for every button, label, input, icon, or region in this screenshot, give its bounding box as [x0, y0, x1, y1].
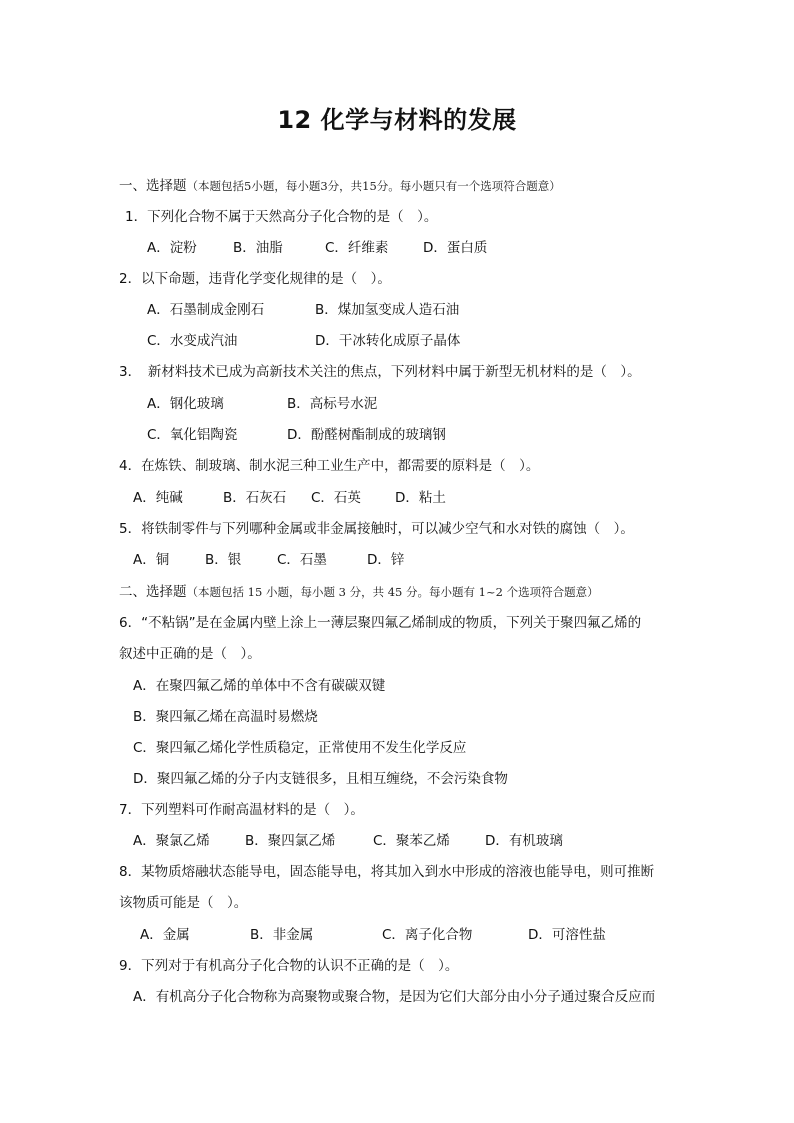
option-c: C．石英	[311, 490, 361, 506]
option-a: A．钢化玻璃	[147, 396, 224, 412]
section-heading-2	[119, 582, 599, 602]
question-6-option-a: A．在聚四氟乙烯的单体中不含有碳碳双键	[133, 678, 386, 694]
option-c: C．氧化铝陶瓷	[147, 427, 238, 443]
question-4-stem: 4．在炼铁、制玻璃、制水泥三种工业生产中，都需要的原料是（ ）。	[119, 458, 540, 474]
question-7-stem: 7．下列塑料可作耐高温材料的是（ ）。	[119, 802, 364, 818]
page-title: 12 化学与材料的发展	[277, 106, 517, 134]
question-3-stem: 3． 新材料技术已成为高新技术关注的焦点，下列材料中属于新型无机材料的是（ ）。	[119, 364, 641, 380]
option-a: A．纯碱	[133, 490, 183, 506]
question-9-option-a: A．有机高分子化合物称为高聚物或聚合物，是因为它们大部分由小分子通过聚合反应而	[133, 989, 656, 1005]
option-b: B．石灰石	[223, 490, 287, 506]
option-c: C．离子化合物	[382, 927, 473, 943]
option-b: B．银	[205, 552, 242, 568]
option-c: C．纤维素	[325, 240, 389, 256]
question-9-stem: 9．下列对于有机高分子化合物的认识不正确的是（ ）。	[119, 958, 459, 974]
section-label: 二、选择题	[119, 584, 187, 600]
option-c: C．水变成汽油	[147, 333, 238, 349]
option-b: B．油脂	[233, 240, 283, 256]
question-5-stem: 5．将铁制零件与下列哪种金属或非金属接触时，可以减少空气和水对铁的腐蚀（ ）。	[119, 521, 634, 537]
option-d: D．粘土	[395, 490, 446, 506]
option-d: D．干冰转化成原子晶体	[315, 333, 461, 349]
option-a: A．铜	[133, 552, 170, 568]
option-b: B．高标号水泥	[287, 396, 378, 412]
question-6-option-b: B．聚四氟乙烯在高温时易燃烧	[133, 709, 318, 725]
question-2-stem: 2．以下命题，违背化学变化规律的是（ ）。	[119, 271, 391, 287]
section-label: 一、选择题	[119, 178, 187, 194]
question-1-stem: 1．下列化合物不属于天然高分子化合物的是（ ）。	[125, 209, 438, 225]
option-b: B．非金属	[250, 927, 314, 943]
option-d: D．酚醛树酯制成的玻璃钢	[287, 427, 446, 443]
option-a: A．聚氯乙烯	[133, 833, 210, 849]
option-c: C．石墨	[277, 552, 327, 568]
question-6-option-c: C．聚四氟乙烯化学性质稳定，正常使用不发生化学反应	[133, 740, 467, 756]
question-6-stem-line1: 6．“不粘锅”是在金属内壁上涂上一薄层聚四氟乙烯制成的物质，下列关于聚四氟乙烯的	[119, 615, 642, 631]
question-6-stem-line2: 叙述中正确的是（ ）。	[119, 646, 261, 662]
section-hint: （本题包括 15 小题，每小题 3 分，共 45 分。每小题有 1~2 个选项符合题意）	[186, 585, 599, 599]
question-6-option-d: D．聚四氟乙烯的分子内支链很多，且相互缠绕，不会污染食物	[133, 771, 508, 787]
option-d: D．可溶性盐	[528, 927, 606, 943]
section-hint: （本题包括5小题，每小题3分，共15分。每小题只有一个选项符合题意）	[186, 179, 561, 193]
option-b: B．煤加氢变成人造石油	[315, 302, 460, 318]
option-a: A．金属	[140, 927, 190, 943]
option-a: A．淀粉	[147, 240, 197, 256]
question-8-stem-line1: 8．某物质熔融状态能导电，固态能导电，将其加入到水中形成的溶液也能导电，则可推断	[119, 864, 655, 880]
option-c: C．聚苯乙烯	[373, 833, 450, 849]
section-heading-1	[119, 176, 561, 196]
question-8-stem-line2: 该物质可能是（ ）。	[119, 895, 248, 911]
option-b: B．聚四氯乙烯	[245, 833, 336, 849]
option-d: D．锌	[367, 552, 405, 568]
option-d: D．蛋白质	[423, 240, 488, 256]
option-d: D．有机玻璃	[485, 833, 563, 849]
option-a: A．石墨制成金刚石	[147, 302, 265, 318]
